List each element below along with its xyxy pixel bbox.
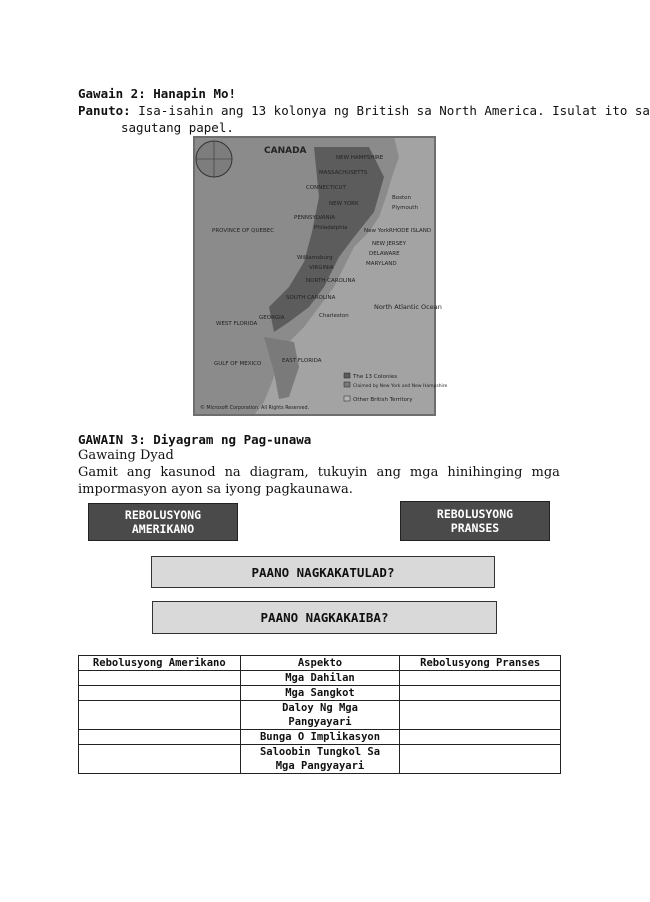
- cell-amerikano[interactable]: [79, 701, 241, 730]
- map-label-new-york: NEW YORK: [329, 201, 359, 207]
- gawain3-subtitle: Gawaing Dyad: [78, 448, 174, 463]
- map-label-boston: Boston: [392, 195, 412, 201]
- cell-pranses[interactable]: [400, 686, 561, 701]
- map-label-new-hampshire: NEW HAMPSHIRE: [336, 155, 384, 161]
- table-row: [79, 686, 561, 701]
- map-legend-1: The 13 Colonies: [353, 374, 398, 380]
- header-aspekto: Aspekto: [240, 656, 400, 671]
- map-label-massachusetts: MASSACHUSETTS: [319, 170, 368, 176]
- box-label: PAANO NAGKAKATULAD?: [251, 564, 395, 580]
- comparison-table: [78, 655, 561, 774]
- word: mga: [531, 465, 560, 480]
- word: ang: [126, 465, 152, 480]
- cell-pranses[interactable]: [400, 730, 561, 745]
- thirteen-colonies-map: [194, 137, 448, 415]
- table-header-row: [79, 656, 561, 671]
- cell-aspekto: Bunga O Implikasyon: [240, 730, 400, 745]
- word: ang: [376, 465, 401, 480]
- box-paano-nagkakaiba: [152, 601, 497, 634]
- cell-aspekto: Mga Dahilan: [240, 671, 400, 686]
- gawain2-instruction: [78, 103, 650, 118]
- word: na: [224, 465, 241, 480]
- word: Gamit: [78, 465, 118, 480]
- map-copyright: © Microsoft Corporation. All Rights Reserved.: [200, 406, 310, 411]
- map-label-charleston: Charleston: [319, 313, 349, 319]
- cell-aspekto: Mga Sangkot: [240, 686, 400, 701]
- map-label-east-florida: EAST FLORIDA: [282, 358, 322, 364]
- map-label-gulf: GULF OF MEXICO: [214, 361, 262, 367]
- table-row: [79, 701, 561, 730]
- instruction-label: Panuto:: [78, 103, 131, 118]
- word: hinihinging: [447, 465, 523, 480]
- cell-pranses[interactable]: [400, 671, 561, 686]
- header-pranses: Rebolusyong Pranses: [400, 656, 561, 671]
- map-legend-2: Claimed by New York and New Hampshire: [353, 384, 448, 389]
- map-label-quebec: PROVINCE OF QUEBEC: [212, 228, 275, 234]
- instruction-text-line2: sagutang papel.: [121, 120, 234, 135]
- cell-amerikano[interactable]: [79, 730, 241, 745]
- word: diagram,: [249, 465, 309, 480]
- cell-amerikano[interactable]: [79, 686, 241, 701]
- map-label-new-york-city: New York: [364, 228, 390, 234]
- map-label-canada: CANADA: [264, 146, 307, 156]
- map-label-philadelphia: Philadelphia: [314, 225, 348, 231]
- map-legend-3: Other British Territory: [353, 397, 413, 403]
- instruction-text-line1: Isa-isahin ang 13 kolonya ng British sa North America. Isulat ito sa: [138, 103, 650, 118]
- cell-pranses[interactable]: [400, 745, 561, 774]
- table-row: [79, 745, 561, 774]
- cell-aspekto: Saloobin Tungkol Sa Mga Pangyayari: [240, 745, 400, 774]
- map-label-north-carolina: NORTH CAROLINA: [306, 278, 356, 284]
- gawain3-body-line2: impormasyon ayon sa iyong pagkaunawa.: [78, 482, 353, 497]
- map-label-williamsburg: Williamsburg: [297, 255, 333, 261]
- box-rebolusyong-amerikano: [88, 503, 238, 541]
- gawain3-body-line1: [78, 465, 560, 480]
- map-label-rhode-island: RHODE ISLAND: [389, 228, 432, 234]
- map-label-maryland: MARYLAND: [366, 261, 397, 267]
- map-label-new-jersey: NEW JERSEY: [372, 241, 407, 247]
- cell-aspekto: Daloy Ng Mga Pangyayari: [240, 701, 400, 730]
- box-label: PAANO NAGKAKAIBA?: [260, 610, 389, 625]
- map-label-west-florida: WEST FLORIDA: [216, 321, 258, 327]
- map-label-south-carolina: SOUTH CAROLINA: [286, 295, 336, 301]
- table-row: [79, 671, 561, 686]
- box-label: REBOLUSYONG AMERIKANO: [124, 508, 202, 536]
- table-row: [79, 730, 561, 745]
- map-label-georgia: GEORGIA: [259, 315, 285, 321]
- box-paano-nagkakatulad: [151, 556, 495, 588]
- word: tukuyin: [317, 465, 368, 480]
- gawain2-title: Gawain 2: Hanapin Mo!: [78, 86, 237, 101]
- gawain3-title: GAWAIN 3: Diyagram ng Pag-unawa: [78, 432, 312, 447]
- cell-pranses[interactable]: [400, 701, 561, 730]
- word: kasunod: [160, 465, 216, 480]
- cell-amerikano[interactable]: [79, 671, 241, 686]
- map-label-connecticut: CONNECTICUT: [306, 185, 346, 191]
- map-label-virginia: VIRGINIA: [309, 265, 334, 271]
- map-label-plymouth: Plymouth: [392, 205, 418, 211]
- cell-amerikano[interactable]: [79, 745, 241, 774]
- header-amerikano: Rebolusyong Amerikano: [79, 656, 241, 671]
- map-label-pennsylvania: PENNSYLVANIA: [294, 215, 336, 221]
- box-rebolusyong-pranses: [400, 501, 550, 541]
- box-label: REBOLUSYONG PRANSES: [436, 507, 514, 535]
- word: mga: [409, 465, 439, 480]
- map-label-delaware: DELAWARE: [369, 251, 400, 257]
- map-label-ocean: North Atlantic Ocean: [374, 303, 442, 311]
